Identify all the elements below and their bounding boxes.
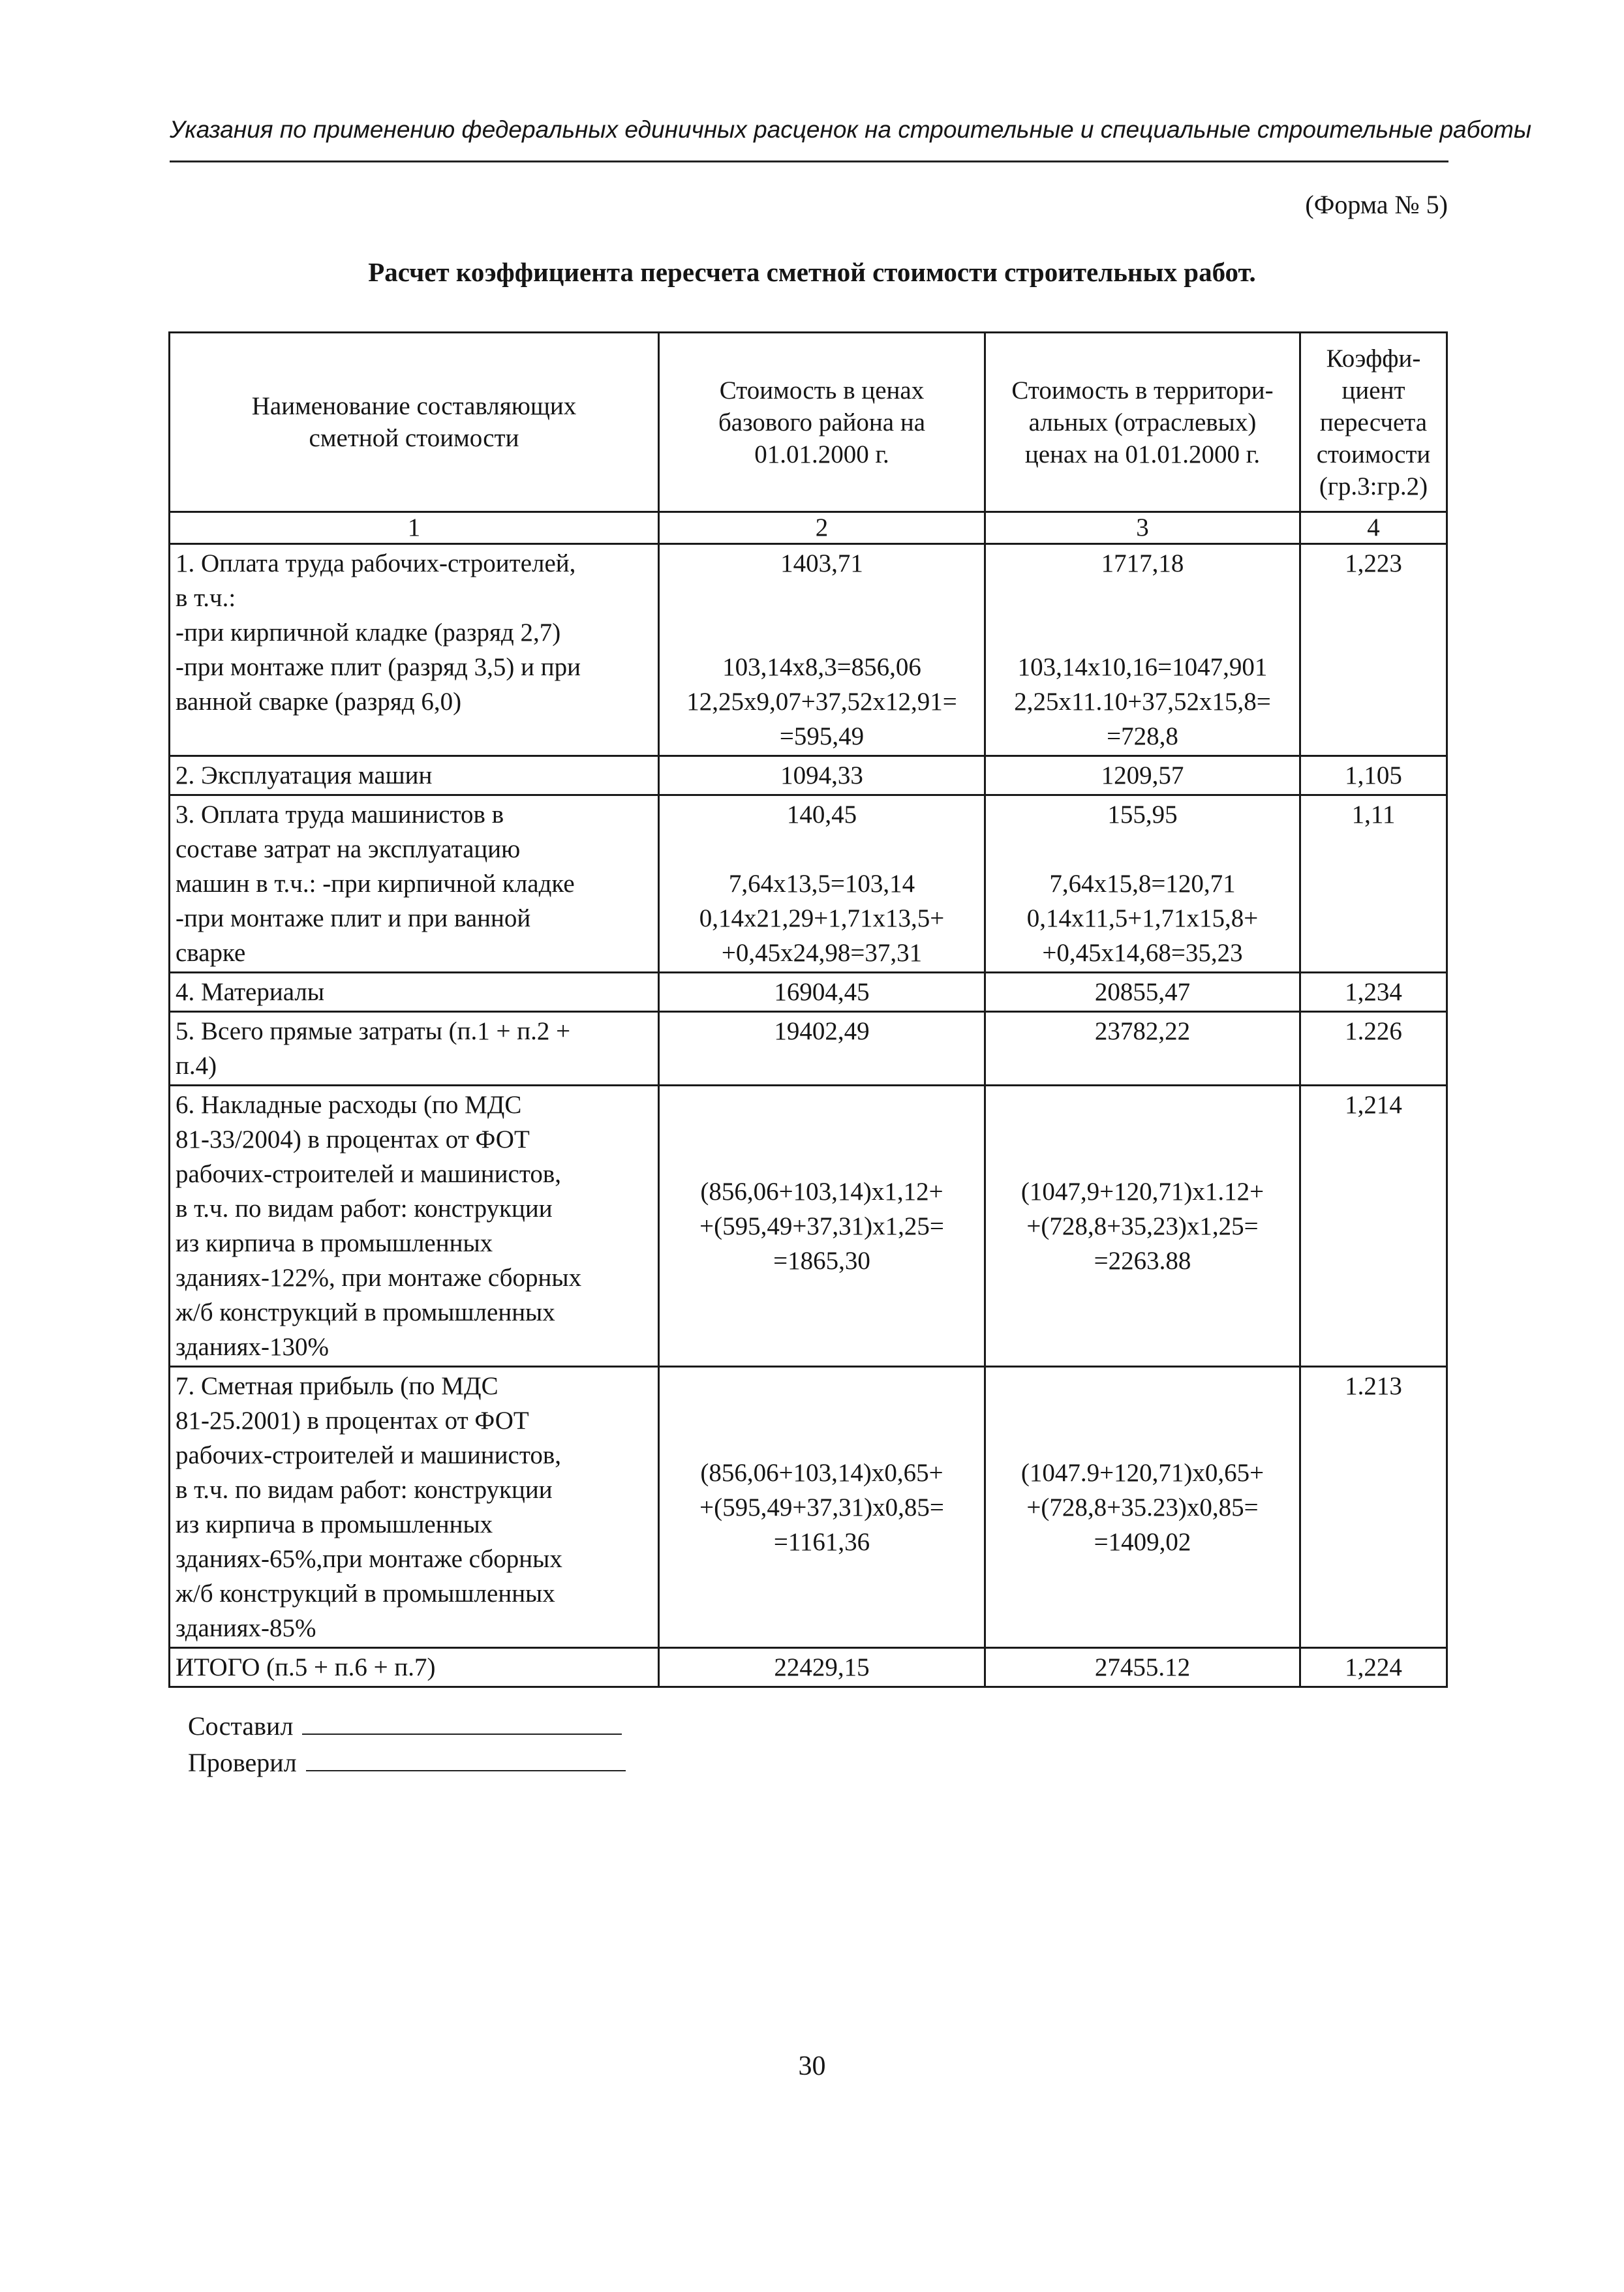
base-price-cell: 1094,33 <box>659 756 985 795</box>
total-row <box>170 1648 1447 1687</box>
column-number: 3 <box>985 512 1300 544</box>
table-row <box>170 1012 1447 1086</box>
column-number: 1 <box>170 512 659 544</box>
signature-checked-label: Проверил <box>188 1748 297 1777</box>
base-price-cell: 22429,15 <box>659 1648 985 1687</box>
row-label: 7. Сметная прибыль (по МДС 81-25.2001) в процентах от ФОТ рабочих-строителей и машинистов, в т.ч. по видам работ: конструкции из кирпича в промышленных зданиях-65%,при монтаже сборных ж/б конструкций в промышленных зданиях-85% <box>170 1367 659 1648</box>
territorial-price-total: 155,95 <box>1107 801 1178 829</box>
territorial-price-detail: 7,64х15,8=120,71 0,14х11,5+1,71х15,8+ +0,45х14,68=35,23 <box>1026 870 1259 967</box>
cost-coefficient-table <box>168 331 1448 1688</box>
base-price-cell: 16904,45 <box>659 973 985 1012</box>
column-header-coefficient: Коэффи- циент пересчета стоимости (гр.3:гр.2) <box>1300 333 1447 512</box>
territorial-price-cell <box>985 795 1300 973</box>
signature-compiled-label: Составил <box>188 1711 294 1741</box>
territorial-price-cell: 27455.12 <box>985 1648 1300 1687</box>
row-label: ИТОГО (п.5 + п.6 + п.7) <box>170 1648 659 1687</box>
coefficient-cell: 1,223 <box>1300 544 1447 756</box>
territorial-price-cell: 20855,47 <box>985 973 1300 1012</box>
coefficient-cell: 1.213 <box>1300 1367 1447 1648</box>
running-header: Указания по применению федеральных единичных расценок на строительные и специальные строительные работы <box>170 116 1532 143</box>
signature-checked <box>188 1747 626 1778</box>
row-label: 4. Материалы <box>170 973 659 1012</box>
territorial-price-cell: (1047,9+120,71)х1.12+ +(728,8+35,23)х1,25= =2263.88 <box>985 1086 1300 1367</box>
territorial-price-cell: (1047.9+120,71)х0,65+ +(728,8+35.23)х0,85= =1409,02 <box>985 1367 1300 1648</box>
table-header-row <box>170 333 1447 512</box>
form-label: (Форма № 5) <box>1305 190 1448 219</box>
column-header-territorial-price: Стоимость в территори- альных (отраслевых) ценах на 01.01.2000 г. <box>985 333 1300 512</box>
base-price-detail: 103,14х8,3=856,06 12,25х9,07+37,52х12,91= =595,49 <box>686 653 957 750</box>
row-label: 1. Оплата труда рабочих-строителей, в т.ч.: -при кирпичной кладке (разряд 2,7) -при монтаже плит (разряд 3,5) и при ванной сварке (разряд 6,0) <box>170 544 659 756</box>
base-price-cell <box>659 544 985 756</box>
column-number: 4 <box>1300 512 1447 544</box>
territorial-price-cell: 1209,57 <box>985 756 1300 795</box>
territorial-price-cell: 23782,22 <box>985 1012 1300 1086</box>
base-price-total: 1403,71 <box>780 549 863 577</box>
cell-spacer <box>991 832 1294 866</box>
coefficient-cell: 1,105 <box>1300 756 1447 795</box>
column-header-base-price: Стоимость в ценах базового района на 01.01.2000 г. <box>659 333 985 512</box>
base-price-cell: (856,06+103,14)х1,12+ +(595,49+37,31)х1,25= =1865,30 <box>659 1086 985 1367</box>
coefficient-cell: 1,11 <box>1300 795 1447 973</box>
row-label: 2. Эксплуатация машин <box>170 756 659 795</box>
cell-spacer <box>665 581 979 650</box>
signature-compiled <box>188 1711 622 1741</box>
row-label: 5. Всего прямые затраты (п.1 + п.2 + п.4) <box>170 1012 659 1086</box>
row-label: 3. Оплата труда машинистов в составе затрат на эксплуатацию машин в т.ч.: -при кирпичной кладке -при монтаже плит и при ванной сварке <box>170 795 659 973</box>
signature-line <box>306 1750 626 1771</box>
base-price-cell <box>659 795 985 973</box>
territorial-price-detail: 103,14х10,16=1047,901 2,25х11.10+37,52х15,8= =728,8 <box>1014 653 1271 750</box>
signature-line <box>302 1714 622 1735</box>
column-number: 2 <box>659 512 985 544</box>
column-header-name: Наименование составляющих сметной стоимости <box>170 333 659 512</box>
coefficient-cell: 1,224 <box>1300 1648 1447 1687</box>
table-row <box>170 544 1447 756</box>
table-row <box>170 1086 1447 1367</box>
coefficient-cell: 1.226 <box>1300 1012 1447 1086</box>
row-label: 6. Накладные расходы (по МДС 81-33/2004) в процентах от ФОТ рабочих-строителей и машинистов, в т.ч. по видам работ: конструкции из кирпича в промышленных зданиях-122%, при монтаже сборных ж/б конструкций в промышленных зданиях-130% <box>170 1086 659 1367</box>
table-row <box>170 1367 1447 1648</box>
coefficient-cell: 1,234 <box>1300 973 1447 1012</box>
base-price-total: 140,45 <box>786 801 857 829</box>
territorial-price-cell <box>985 544 1300 756</box>
cell-spacer <box>991 581 1294 650</box>
header-divider <box>170 160 1448 162</box>
cell-spacer <box>665 832 979 866</box>
column-numbers-row <box>170 512 1447 544</box>
base-price-cell: 19402,49 <box>659 1012 985 1086</box>
page-number: 30 <box>798 2051 826 2081</box>
document-title: Расчет коэффициента пересчета сметной стоимости строительных работ. <box>368 257 1256 287</box>
table-row <box>170 795 1447 973</box>
coefficient-cell: 1,214 <box>1300 1086 1447 1367</box>
table-row <box>170 756 1447 795</box>
base-price-cell: (856,06+103,14)х0,65+ +(595,49+37,31)х0,85= =1161,36 <box>659 1367 985 1648</box>
table-row <box>170 973 1447 1012</box>
base-price-detail: 7,64х13,5=103,14 0,14х21,29+1,71х13,5+ +0,45х24,98=37,31 <box>699 870 945 967</box>
territorial-price-total: 1717,18 <box>1101 549 1184 577</box>
